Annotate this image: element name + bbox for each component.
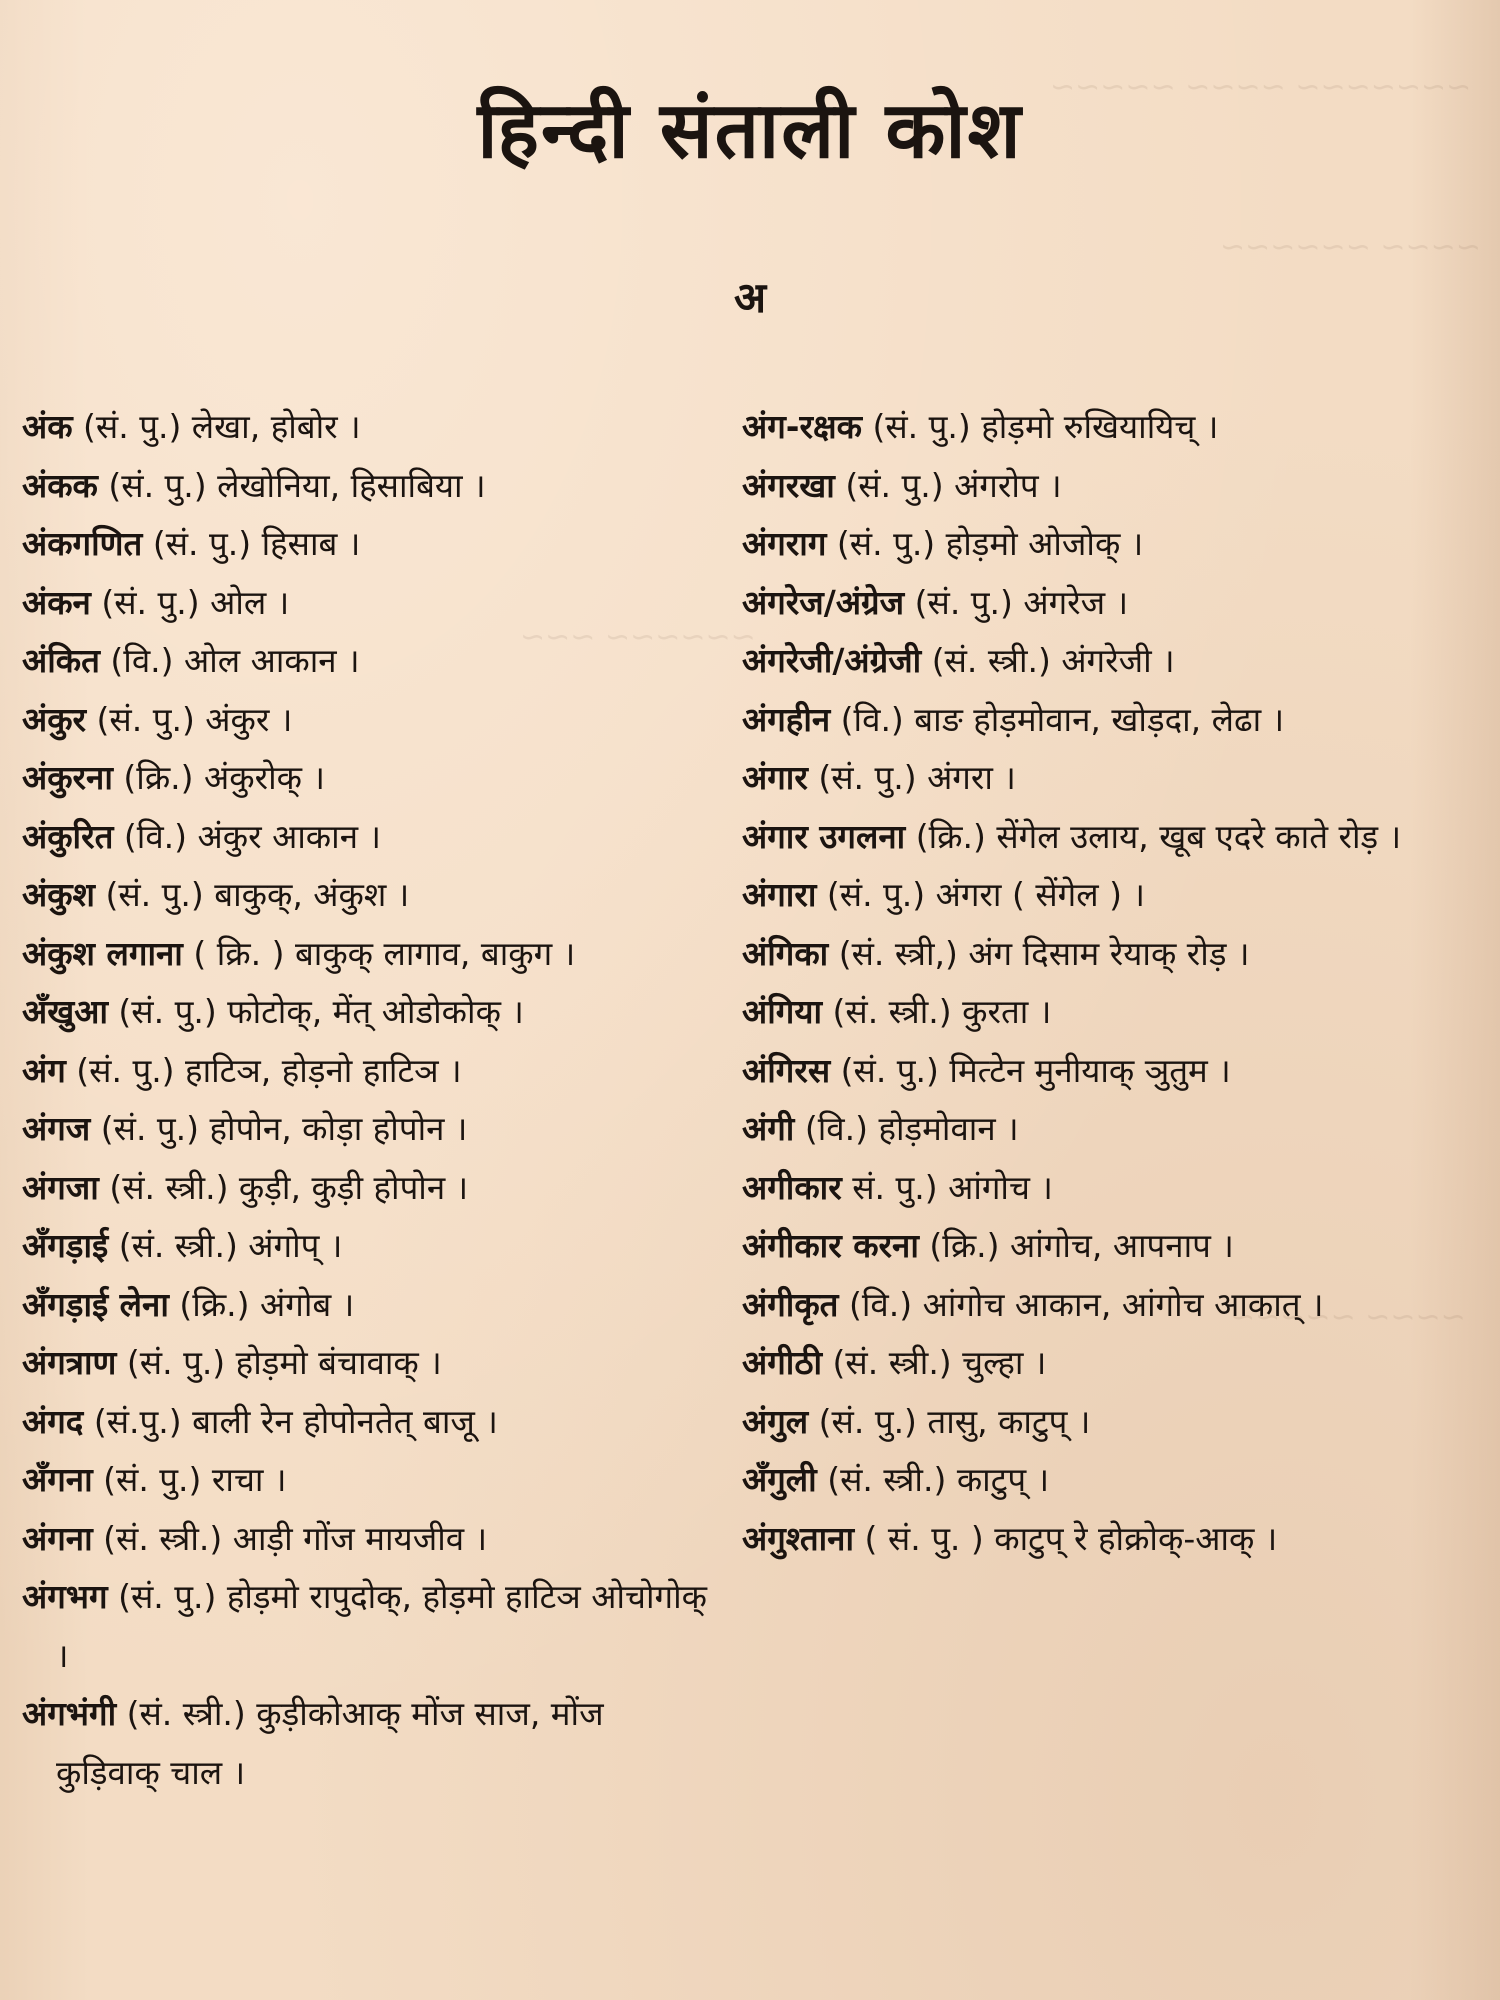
entry-headword: अंगिका bbox=[742, 933, 829, 973]
entry-definition: (सं. स्त्री.) कुड़ी, कुड़ी होपोन । bbox=[98, 1167, 469, 1207]
entry-definition: (क्रि.) अंगोब । bbox=[168, 1284, 355, 1324]
entry-headword: अंगभग bbox=[22, 1577, 108, 1616]
dictionary-entry bbox=[742, 983, 1432, 1042]
page-title: हिन्दी संताली कोश bbox=[477, 86, 1023, 176]
dictionary-entry bbox=[22, 1451, 712, 1510]
dictionary-entry bbox=[22, 1276, 712, 1335]
dictionary-entry bbox=[22, 398, 712, 457]
entry-headword: अंगरखा bbox=[742, 465, 835, 505]
entry-definition: (सं. पु.) होड़मो रापुदोक्, होड़मो हाटिञ ओचोगोक् । bbox=[56, 1577, 707, 1675]
dictionary-entry bbox=[22, 632, 712, 691]
entry-headword: अंग-रक्षक bbox=[742, 407, 862, 446]
entry-headword: अंगत्राण bbox=[22, 1343, 117, 1382]
entry-headword: अंगरेज/अंग्रेज bbox=[742, 582, 905, 622]
entry-headword: अँगुली bbox=[742, 1460, 817, 1499]
entry-headword: अंगिरस bbox=[742, 1050, 831, 1090]
dictionary-entry bbox=[22, 925, 712, 984]
entry-headword: अंकक bbox=[22, 465, 98, 505]
entry-headword: अंगार bbox=[742, 758, 808, 797]
entry-definition: (सं. स्त्री.) कुरता । bbox=[822, 992, 1052, 1031]
entry-definition: (सं. स्त्री.) कुड़ीकोआक् मोंज साज, मोंज कुड़िवाक् चाल । bbox=[56, 1694, 604, 1792]
dictionary-entry bbox=[742, 749, 1432, 808]
entry-definition: (वि.) आंगोच आकान, आंगोच आकात् । bbox=[838, 1284, 1324, 1324]
dictionary-entry bbox=[742, 632, 1432, 691]
dictionary-entry bbox=[22, 1510, 712, 1569]
entry-headword: अंगी bbox=[742, 1109, 795, 1148]
dictionary-entry bbox=[742, 866, 1432, 925]
dictionary-entry bbox=[22, 866, 712, 925]
entry-definition: (सं. स्त्री.) अंगरेजी । bbox=[921, 641, 1175, 680]
entry-definition: सं. पु.) आंगोच । bbox=[841, 1167, 1053, 1207]
entry-definition: (सं. पु.) होड़मो रुखियायिच् । bbox=[862, 407, 1219, 446]
entry-definition: (क्रि.) आंगोच, आपनाप । bbox=[918, 1226, 1234, 1265]
entry-definition: (सं. पु.) ओल । bbox=[90, 582, 290, 622]
entry-definition: (सं. पु.) लेखोनिया, हिसाबिया । bbox=[97, 465, 486, 505]
entry-headword: अंगरेजी/अंग्रेजी bbox=[742, 641, 922, 680]
entry-definition: (सं. पु.) अंगरोप । bbox=[834, 465, 1062, 505]
section-letter-heading: अ bbox=[733, 273, 767, 322]
entry-definition: (क्रि.) सेंगेल उलाय, खूब एदरे काते रोड़ । bbox=[905, 816, 1402, 856]
dictionary-entry bbox=[22, 1100, 712, 1159]
entry-definition: (सं. पु.) अंगरेज । bbox=[904, 582, 1129, 622]
dictionary-entry bbox=[22, 1568, 712, 1685]
dictionary-entry bbox=[742, 515, 1432, 574]
dictionary-entry bbox=[22, 1217, 712, 1276]
dictionary-entry bbox=[22, 691, 712, 750]
entry-headword: अंगिया bbox=[742, 992, 823, 1031]
dictionary-entry bbox=[742, 1159, 1432, 1218]
dictionary-entry bbox=[742, 398, 1432, 457]
bleed-through-decoration: ~~~~~~ ~~~ bbox=[520, 620, 756, 655]
dictionary-entry bbox=[742, 808, 1432, 867]
entry-definition: (सं. पु.) हाटिञ, होड़नो हाटिञ । bbox=[65, 1050, 462, 1090]
entry-definition: (सं. पु.) अंकुर । bbox=[86, 699, 293, 739]
bleed-through-decoration: ~~~~~~~ ~~~~ ~~~~~ bbox=[1050, 70, 1472, 105]
entry-definition: (वि.) होड़मोवान । bbox=[794, 1109, 1019, 1148]
entry-headword: अंगुल bbox=[742, 1401, 809, 1441]
entry-headword: अंगभंगी bbox=[22, 1694, 117, 1733]
dictionary-entry bbox=[742, 1393, 1432, 1452]
entry-headword: अंगज bbox=[22, 1109, 91, 1148]
entry-definition: (सं.पु.) बाली रेन होपोनतेत् बाजू । bbox=[83, 1401, 498, 1441]
dictionary-entry bbox=[742, 1276, 1432, 1335]
dictionary-entry bbox=[742, 1217, 1432, 1276]
entry-headword: अंगुश्ताना bbox=[742, 1518, 855, 1558]
dictionary-entry bbox=[22, 1393, 712, 1452]
entry-headword: अंकन bbox=[22, 582, 91, 622]
entry-headword: अंगराग bbox=[742, 524, 827, 563]
entry-definition: (सं. पु.) होड़मो ओजोक् । bbox=[826, 524, 1144, 563]
entry-headword: अंगीठी bbox=[742, 1343, 823, 1382]
dictionary-entry bbox=[22, 749, 712, 808]
dictionary-entry bbox=[742, 1042, 1432, 1101]
entry-definition: (सं. स्त्री.) काटुप् । bbox=[816, 1460, 1050, 1499]
entry-headword: अंगद bbox=[22, 1401, 84, 1441]
entry-definition: (सं. पु.) होपोन, कोड़ा होपोन । bbox=[90, 1109, 468, 1148]
entry-definition: (वि.) ओल आकान । bbox=[99, 641, 360, 680]
entry-definition: (सं. स्त्री.) चुल्हा । bbox=[822, 1343, 1047, 1382]
dictionary-entry bbox=[742, 574, 1432, 633]
entry-definition: (सं. स्त्री.) अंगोप् । bbox=[108, 1226, 343, 1265]
entry-headword: अंगारा bbox=[742, 875, 817, 914]
entry-definition: ( सं. पु. ) काटुप् रे होक्रोक्-आक् । bbox=[854, 1518, 1278, 1558]
entry-definition: (सं. पु.) मित्टेन मुनीयाक् ञुतुम । bbox=[830, 1050, 1231, 1090]
entry-definition: (सं. पु.) अंगरा ( सेंगेल ) । bbox=[816, 875, 1145, 914]
dictionary-entry bbox=[742, 1100, 1432, 1159]
dictionary-entry bbox=[742, 1334, 1432, 1393]
entry-headword: अंगहीन bbox=[742, 699, 831, 739]
entry-definition: (सं. पु.) अंगरा । bbox=[807, 758, 1016, 797]
entry-headword: अँगना bbox=[22, 1460, 93, 1499]
entry-definition: ( क्रि. ) बाकुक् लागाव, बाकुग । bbox=[182, 933, 576, 973]
right-column bbox=[742, 398, 1432, 1568]
dictionary-entry bbox=[742, 925, 1432, 984]
entry-definition: (वि.) अंकुर आकान । bbox=[113, 816, 382, 856]
dictionary-entry bbox=[742, 457, 1432, 516]
bleed-through-decoration: ~~~~ ~~~~~ bbox=[1230, 1300, 1466, 1335]
entry-headword: अंकित bbox=[22, 641, 100, 680]
dictionary-entry bbox=[742, 1510, 1432, 1569]
entry-headword: अंगार उगलना bbox=[742, 816, 906, 856]
entry-headword: अंकुर bbox=[22, 699, 87, 739]
entry-headword: अगीकार bbox=[742, 1167, 842, 1207]
entry-definition: (सं. पु.) बाकुक्, अंकुश । bbox=[95, 875, 410, 914]
dictionary-entry bbox=[22, 574, 712, 633]
entry-headword: अँगड़ाई bbox=[22, 1226, 109, 1265]
entry-definition: (सं. स्त्री.) आड़ी गोंज मायजीव । bbox=[92, 1518, 488, 1558]
entry-definition: (सं. पु.) लेखा, होबोर । bbox=[72, 407, 361, 446]
entry-headword: अंकगणित bbox=[22, 524, 143, 563]
entry-definition: (सं. पु.) होड़मो बंचावाक् । bbox=[116, 1343, 442, 1382]
entry-headword: अंगना bbox=[22, 1518, 93, 1558]
entry-definition: (सं. पु.) तासु, काटुप् । bbox=[808, 1401, 1091, 1441]
entry-definition: (सं. पु.) हिसाब । bbox=[142, 524, 361, 563]
dictionary-entry bbox=[22, 515, 712, 574]
entry-definition: (सं. स्त्री,) अंग दिसाम रेयाक् रोड़ । bbox=[828, 933, 1250, 973]
entry-definition: (वि.) बाङ होड़मोवान, खोड़दा, लेढा । bbox=[830, 699, 1285, 739]
dictionary-entry bbox=[22, 808, 712, 867]
entry-headword: अंग bbox=[22, 1050, 66, 1090]
dictionary-entry bbox=[22, 1042, 712, 1101]
entry-headword: अंगीकृत bbox=[742, 1284, 839, 1324]
entry-definition: (सं. पु.) फोटोक्, मेंत् ओडोकोक् । bbox=[107, 992, 524, 1031]
entry-headword: अंगीकार करना bbox=[742, 1226, 919, 1265]
entry-headword: अंकुरना bbox=[22, 758, 113, 797]
bleed-through-decoration: ~~~~ ~~~~~~ bbox=[1220, 230, 1481, 265]
entry-headword: अंकुश bbox=[22, 875, 95, 914]
entry-headword: अँगड़ाई लेना bbox=[22, 1284, 169, 1324]
dictionary-entry bbox=[742, 1451, 1432, 1510]
entry-headword: अँखुआ bbox=[22, 992, 108, 1031]
entry-headword: अंकुश लगाना bbox=[22, 933, 183, 973]
dictionary-entry bbox=[742, 691, 1432, 750]
entry-definition: (क्रि.) अंकुरोक् । bbox=[112, 758, 325, 797]
entry-headword: अंगजा bbox=[22, 1167, 99, 1207]
dictionary-entry bbox=[22, 983, 712, 1042]
entry-definition: (सं. पु.) राचा । bbox=[92, 1460, 287, 1499]
entry-headword: अंकुरित bbox=[22, 816, 114, 856]
dictionary-entry bbox=[22, 1159, 712, 1218]
dictionary-entry bbox=[22, 1685, 712, 1802]
left-column bbox=[22, 398, 712, 1802]
dictionary-entry bbox=[22, 1334, 712, 1393]
dictionary-entry bbox=[22, 457, 712, 516]
entry-headword: अंक bbox=[22, 407, 73, 446]
